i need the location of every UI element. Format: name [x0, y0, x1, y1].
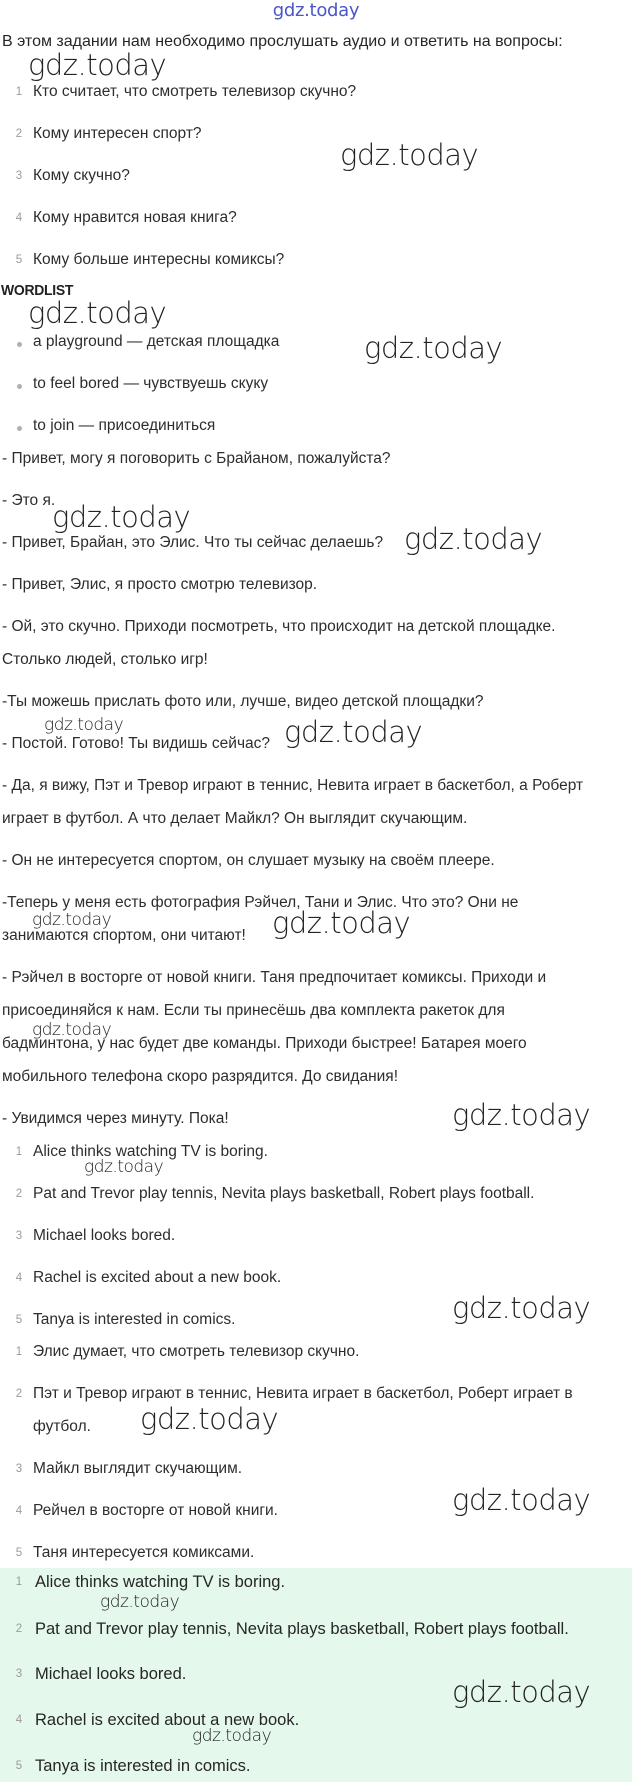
watermark: gdz.today — [192, 1726, 272, 1746]
dialogue-line: Столько людей, столько игр! — [2, 651, 208, 668]
answer-number: 3 — [15, 1230, 23, 1242]
watermark: gdz.today — [52, 500, 191, 534]
question-number: 3 — [15, 170, 23, 182]
question-number: 2 — [15, 128, 23, 140]
answer-number: 4 — [15, 1272, 23, 1284]
wordlist-item: a playground — детская площадка — [33, 333, 280, 350]
dialogue-line: играет в футбол. А что делает Майкл? Он выглядит скучающим. — [2, 810, 468, 827]
dialogue-line: - Привет, могу я поговорить с Брайаном, пожалуйста? — [2, 450, 391, 467]
watermark: gdz.today — [272, 906, 411, 940]
answer-number: 1 — [15, 1346, 23, 1358]
wordlist-item: to feel bored — чувствуешь скуку — [33, 375, 269, 392]
answer-item: Элис думает, что смотреть телевизор скучно. — [33, 1343, 360, 1360]
question-item: Кому нравится новая книга? — [33, 209, 237, 226]
answer-number: 1 — [15, 1146, 23, 1158]
watermark: gdz.today — [28, 296, 167, 330]
watermark: gdz.today — [452, 1675, 591, 1709]
dialogue-line: - Рэйчел в восторге от новой книги. Таня предпочитает комиксы. Приходи и — [2, 969, 547, 986]
dialogue-line: - Привет, Брайан, это Элис. Что ты сейчас делаешь? — [2, 534, 384, 551]
watermark: gdz.today — [140, 1402, 279, 1436]
question-item: Кто считает, что смотреть телевизор скучно? — [33, 83, 357, 100]
site-logo[interactable]: gdz.today — [272, 0, 360, 21]
watermark: gdz.today — [32, 1020, 112, 1040]
task-intro: В этом задании нам необходимо прослушать аудио и ответить на вопросы: — [2, 33, 563, 50]
final-answer-item: Tanya is interested in comics. — [35, 1757, 251, 1775]
watermark: gdz.today — [32, 910, 112, 930]
answer-item: Tanya is interested in comics. — [33, 1311, 236, 1328]
question-number: 5 — [15, 254, 23, 266]
question-item: Кому скучно? — [33, 167, 130, 184]
dialogue-line: занимаются спортом, они читают! — [2, 927, 246, 944]
dialogue-line: -Ты можешь прислать фото или, лучше, видео детской площадки? — [2, 693, 484, 710]
watermark: gdz.today — [284, 715, 423, 749]
answer-item: Майкл выглядит скучающим. — [33, 1460, 243, 1477]
dialogue-line: - Ой, это скучно. Приходи посмотреть, что происходит на детской площадке. — [2, 618, 556, 635]
question-number: 1 — [15, 86, 23, 98]
bullet-icon — [17, 342, 22, 347]
dialogue-line: бадминтона, у нас будет две команды. Приходи быстрее! Батарея моего — [2, 1035, 527, 1052]
answer-number: 4 — [15, 1505, 23, 1517]
answer-number: 5 — [15, 1314, 23, 1326]
dialogue-line: -Теперь у меня есть фотография Рэйчел, Тани и Элис. Что это? Они не — [2, 894, 519, 911]
answer-number: 5 — [15, 1547, 23, 1559]
watermark: gdz.today — [452, 1483, 591, 1517]
answer-number: 2 — [15, 1188, 23, 1200]
question-item: Кому интересен спорт? — [33, 125, 202, 142]
answer-item: Alice thinks watching TV is boring. — [33, 1143, 268, 1160]
question-number: 4 — [15, 212, 23, 224]
watermark: gdz.today — [364, 331, 503, 365]
answer-item: Рейчел в восторге от новой книги. — [33, 1502, 278, 1519]
answer-number: 3 — [15, 1668, 23, 1680]
answer-item: Таня интересуется комиксами. — [33, 1544, 255, 1561]
answer-number: 2 — [15, 1388, 23, 1400]
answer-item: Michael looks bored. — [33, 1227, 176, 1244]
dialogue-line: - Увидимся через минуту. Пока! — [2, 1110, 229, 1127]
answer-number: 3 — [15, 1463, 23, 1475]
final-answer-item: Pat and Trevor play tennis, Nevita plays basketball, Robert plays football. — [35, 1620, 569, 1638]
dialogue-line: - Постой. Готово! Ты видишь сейчас? — [2, 735, 271, 752]
watermark: gdz.today — [84, 1157, 164, 1177]
answer-number: 4 — [15, 1714, 23, 1726]
answer-item-continued: футбол. — [33, 1418, 91, 1435]
answer-item: Пэт и Тревор играют в теннис, Невита играет в баскетбол, Роберт играет в — [33, 1385, 573, 1402]
watermark: gdz.today — [452, 1098, 591, 1132]
question-item: Кому больше интересны комиксы? — [33, 251, 285, 268]
watermark: gdz.today — [404, 522, 543, 556]
answer-number: 1 — [15, 1576, 23, 1588]
dialogue-line: - Это я. — [2, 492, 56, 509]
dialogue-line: - Он не интересуется спортом, он слушает музыку на своём плеере. — [2, 852, 495, 869]
answer-number: 2 — [15, 1623, 23, 1635]
watermark: gdz.today — [452, 1291, 591, 1325]
dialogue-line: - Да, я вижу, Пэт и Тревор играют в теннис, Невита играет в баскетбол, а Роберт — [2, 777, 584, 794]
answer-number: 5 — [15, 1760, 23, 1772]
bullet-icon — [17, 384, 22, 389]
final-answer-item: Michael looks bored. — [35, 1665, 187, 1683]
answer-item: Rachel is excited about a new book. — [33, 1269, 282, 1286]
answer-item: Pat and Trevor play tennis, Nevita plays basketball, Robert plays football. — [33, 1185, 535, 1202]
final-answer-item: Rachel is excited about a new book. — [35, 1711, 300, 1729]
dialogue-line: присоединяйся к нам. Если ты принесёшь два комплекта ракеток для — [2, 1002, 505, 1019]
watermark: gdz.today — [28, 48, 167, 82]
watermark: gdz.today — [100, 1592, 180, 1612]
watermark: gdz.today — [44, 715, 124, 735]
wordlist-item: to join — присоединиться — [33, 417, 216, 434]
watermark: gdz.today — [340, 138, 479, 172]
dialogue-line: - Привет, Элис, я просто смотрю телевизор. — [2, 576, 318, 593]
dialogue-line: мобильного телефона скоро разрядится. До свидания! — [2, 1068, 398, 1085]
final-answer-item: Alice thinks watching TV is boring. — [35, 1573, 286, 1591]
wordlist-title: WORDLIST — [1, 282, 74, 299]
bullet-icon — [17, 426, 22, 431]
